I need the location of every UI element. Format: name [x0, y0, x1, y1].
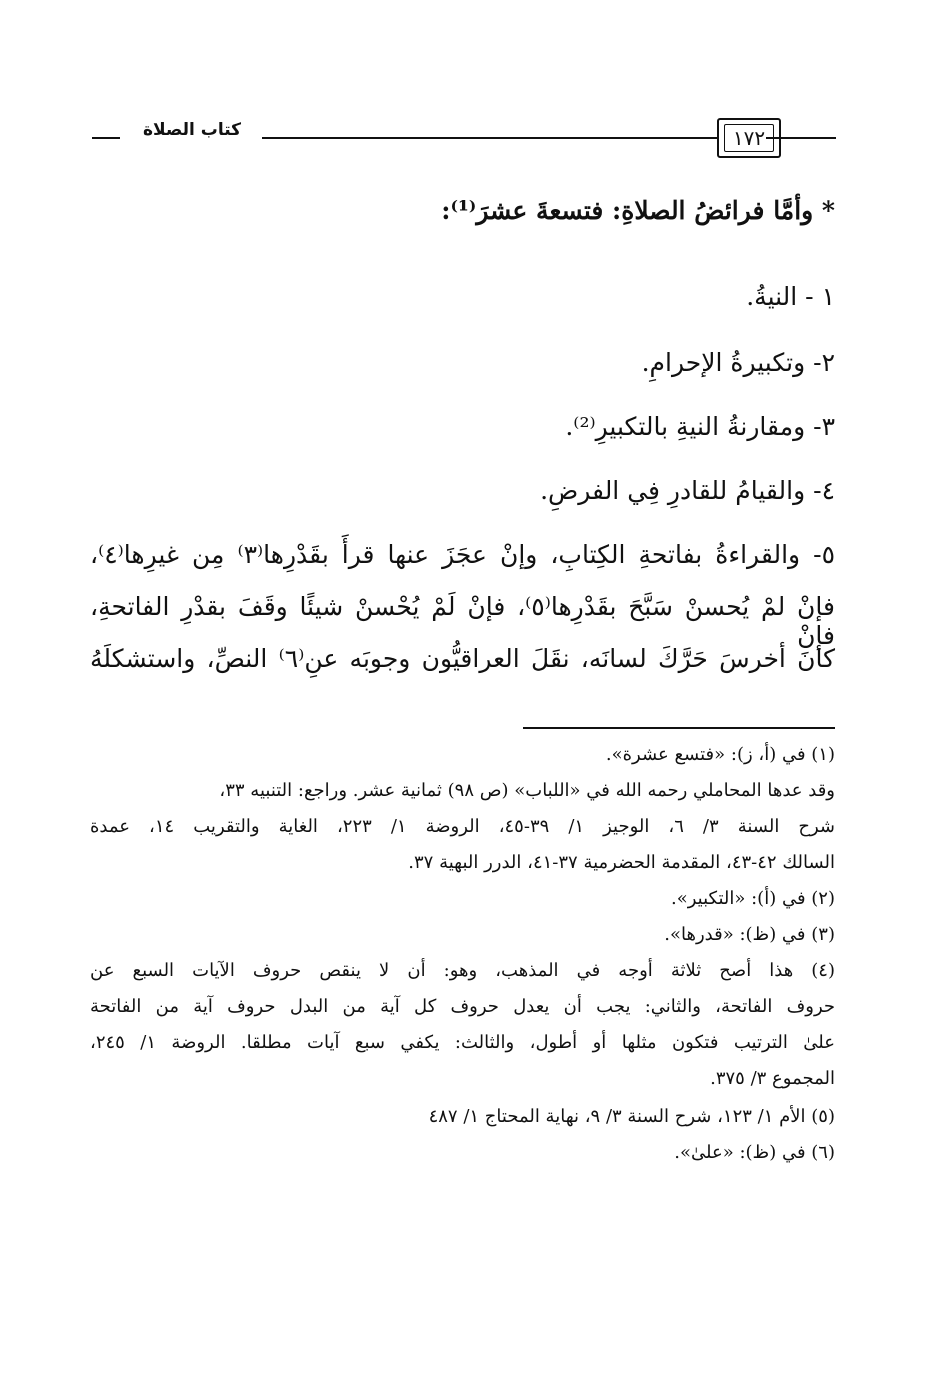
footnote-3: (٣) في (ظ): «قدرها».: [664, 924, 835, 945]
footnote-1-line: السالك ٤٢-٤٣، المقدمة الحضرمية ٣٧-٤١، الدرر البهية ٣٧.: [408, 852, 835, 873]
list-item: ٤- والقيامُ للقادرِ فِي الفرضِ.: [540, 476, 835, 505]
footnote-1: (١) في (أ، ز): «فتسع عشرة».: [605, 744, 835, 765]
footnote-6: (٦) في (ظ): «علىٰ».: [674, 1142, 835, 1163]
paragraph-line: كانَ أخرسَ حَرَّكَ لسانَه، نقَلَ العراقيُّون وجوبَه عنِ⁽٦⁾ النصِّ، واستشكلَهُ: [90, 644, 835, 673]
list-item: ٣- ومقارنةُ النيةِ بالتكبيرِ⁽²⁾.: [565, 412, 835, 441]
header-rule-left: [92, 137, 120, 139]
footnote-separator: [523, 727, 835, 729]
footnote-4-line: المجموع ٣/ ٣٧٥.: [710, 1068, 835, 1089]
running-title: كتاب الصلاة: [142, 120, 242, 140]
section-heading: * وأمَّا فرائضُ الصلاةِ: فتسعةَ عشرَ⁽¹⁾:: [441, 196, 835, 225]
footnote-4-line: حروف الفاتحة، والثاني: يجب أن يعدل حروف كل آية من البدل حروف آية من الفاتحة: [90, 996, 835, 1017]
header-rule-middle: [262, 137, 718, 139]
footnote-4-line: (٤) هذا أصح ثلاثة أوجه في المذهب، وهو: أن لا ينقص حروف الآيات السبع عن: [90, 960, 835, 981]
paragraph-line: فإنْ لمْ يُحسنْ سَبَّحَ بقَدْرِها⁽٥⁾، فإنْ لَمْ يُحْسنْ شيئًا وقَفَ بقدْرِ الفاتحةِ، فإنْ: [90, 592, 835, 650]
footnote-4-line: علىٰ الترتيب فتكون مثلها أو أطول، والثالث: يكفي سبع آيات مطلقا. الروضة ١/ ٢٤٥،: [90, 1032, 835, 1053]
page-number: ١٧٢: [724, 124, 774, 152]
page-number-frame: [717, 118, 781, 158]
paragraph-line: ٥- والقراءةُ بفاتحةِ الكِتابِ، وإنْ عجَزَ عنها قرأَ بقَدْرِها⁽٣⁾ مِن غيرِها⁽٤⁾،: [90, 540, 835, 569]
footnote-1-line: وقد عدها المحاملي رحمه الله في «اللباب» (ص ٩٨) ثمانية عشر. وراجع: التنبيه ٣٣،: [219, 780, 835, 801]
footnote-5: (٥) الأم ١/ ١٢٣، شرح السنة ٣/ ٩، نهاية المحتاج ١/ ٤٨٧: [428, 1106, 835, 1127]
footnote-2: (٢) في (أ): «التكبير».: [670, 888, 835, 909]
footnote-1-line: شرح السنة ٣/ ٦، الوجيز ١/ ٣٩-٤٥، الروضة ١/ ٢٢٣، الغاية والتقريب ١٤، عمدة: [90, 816, 835, 837]
list-item: ٢- وتكبيرةُ الإحرامِ.: [641, 348, 835, 377]
list-item: ١ - النيةُ.: [746, 282, 835, 311]
